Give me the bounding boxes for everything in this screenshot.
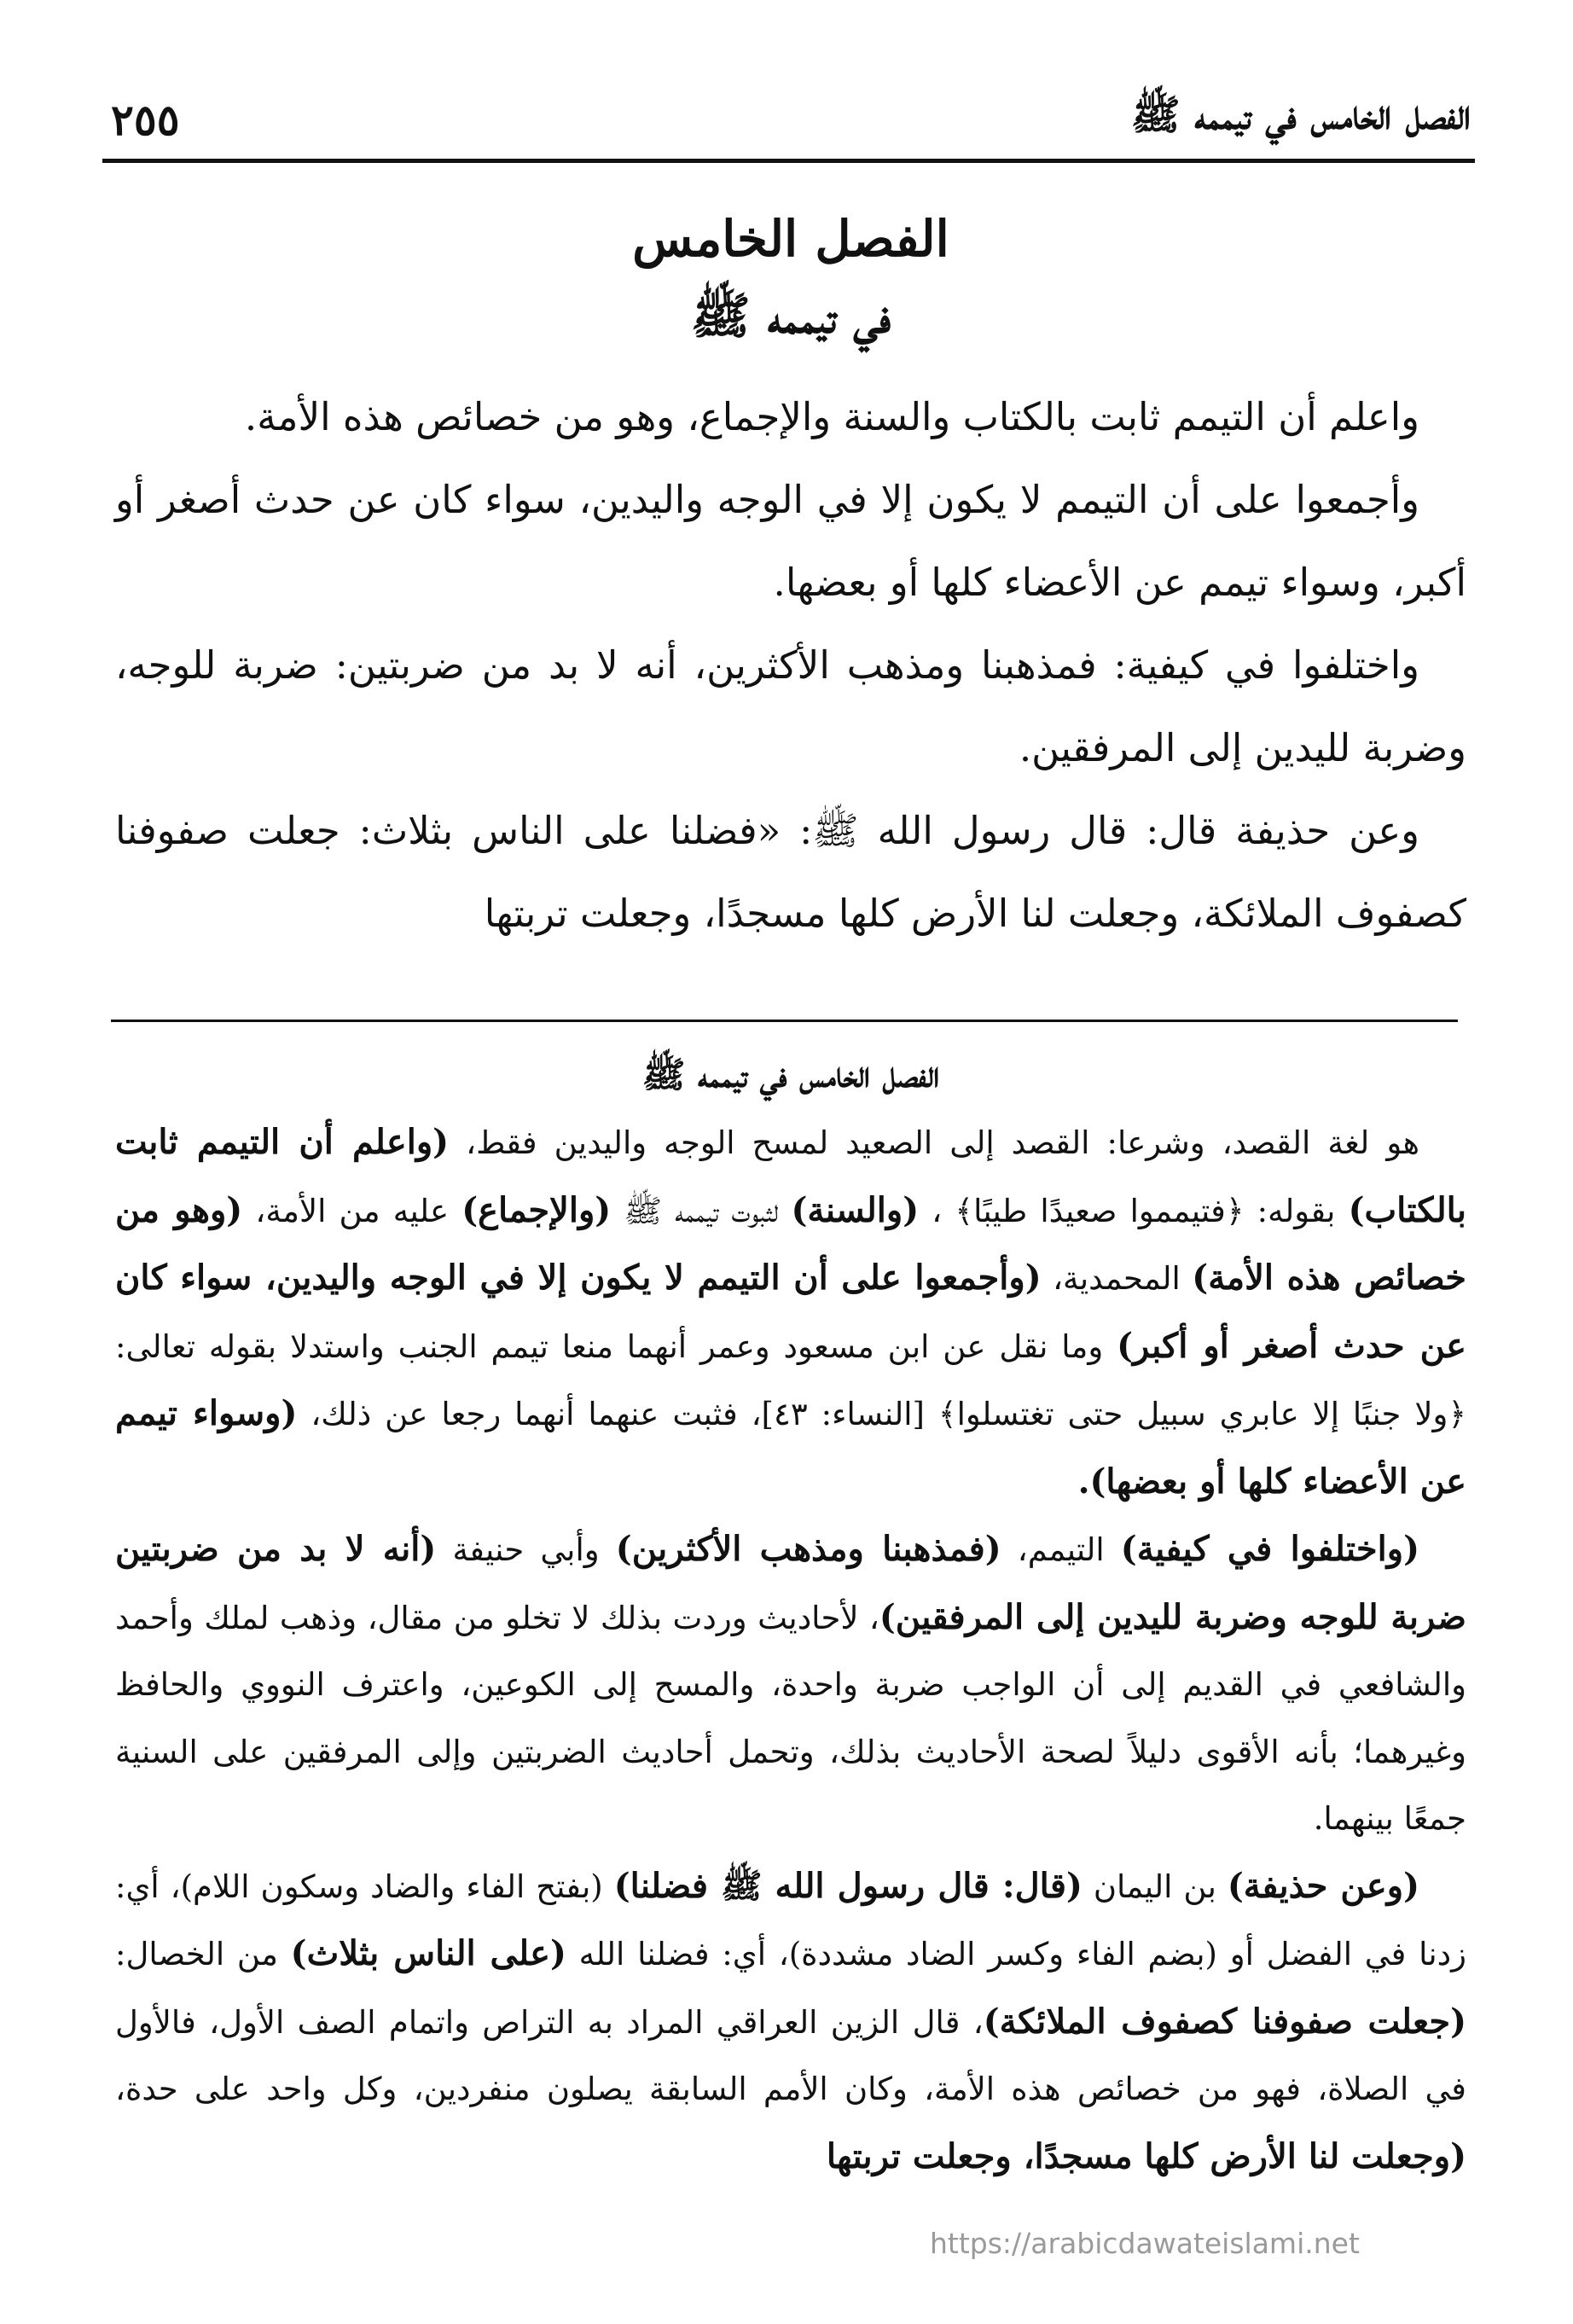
commentary-text: بن اليمان <box>1082 1868 1228 1905</box>
quoted-main-text: (أنه لا بد من ضربتين ضربة للوجه وضربة لليدين إلى المرفقين) <box>115 1529 1467 1637</box>
running-header <box>111 81 1471 158</box>
main-paragraph: وأجمعوا على أن التيمم لا يكون إلا في الوجه واليدين، سواء كان عن حدث أصغر أو أكبر، وسواء تيمم عن الأعضاء كلها أو بعضها. <box>115 477 1466 605</box>
quoted-main-text: (وجعلت لنا الأرض كلها مسجدًا، وجعلت تربتها <box>826 2135 1466 2176</box>
commentary-text: (بفتح الفاء والضاد وسكون اللام)، أي: زدنا في الفضل أو (بضم الفاء وكسر الضاد مشددة)، أي: فضلنا الله <box>115 1868 1466 1972</box>
page-number: ٢٥٥ <box>111 94 180 145</box>
commentary-text: وما نقل عن ابن مسعود وعمر أنهما منعا تيمم الجنب واستدلا بقوله تعالى: ﴿ولا جنبًا إلا عابري سبيل حتى تغتسلوا﴾ [النساء: ٤٣]، فثبت عنهما أنهما رجعا عن ذلك، <box>115 1328 1466 1432</box>
quoted-main-text: (وعن حذيفة) <box>1227 1865 1419 1906</box>
commentary-heading: الفصل الخامس في تيممه ﷺ <box>641 1054 940 1095</box>
commentary-paragraph <box>115 1109 1466 1516</box>
running-title: الفصل الخامس في تيممه ﷺ <box>1130 90 1471 139</box>
quoted-main-text: (وسواء تيمم عن الأعضاء كلها أو بعضها). <box>115 1393 1466 1502</box>
commentary-text: وأبي حنيفة <box>436 1531 616 1568</box>
quoted-main-text: (جعلت صفوفنا كصفوف الملائكة) <box>983 2001 1466 2042</box>
commentary-text: عليه من الأمة، <box>242 1192 462 1229</box>
chapter-heading <box>111 200 1471 354</box>
commentary-divider <box>111 1020 1458 1022</box>
commentary-text: التيمم، <box>1001 1531 1121 1568</box>
chapter-title: الفصل الخامس <box>632 210 949 268</box>
quoted-main-text: (واعلم أن التيمم ثابت بالكتاب) <box>115 1122 1466 1230</box>
quoted-main-text: (فمذهبنا ومذهب الأكثرين) <box>615 1529 1001 1569</box>
commentary-text: بقوله: ﴿فتيمموا صعيدًا طيبًا﴾ ، <box>919 1192 1349 1229</box>
commentary-text: من الخصال: <box>115 1936 291 1972</box>
commentary-text: المحمدية، <box>1041 1260 1193 1297</box>
quoted-main-text: (والإجماع) <box>461 1189 612 1230</box>
chapter-subtitle: في تيممه ﷺ <box>690 287 891 345</box>
header-divider <box>102 159 1475 163</box>
quoted-main-text: (وأجمعوا على أن التيمم لا يكون إلا في الوجه واليدين، سواء كان عن حدث أصغر أو أكبر) <box>115 1258 1466 1366</box>
commentary-text: ، قال الزين العراقي المراد به التراص واتمام الصف الأول، فالأول في الصلاة، فهو من خصائص هذه الأمة، وكان الأمم السابقة يصلون منفردين، وكل واحد على حدة، <box>115 2003 1466 2107</box>
commentary-text: لثبوت تيممه ﷺ <box>611 1192 792 1229</box>
main-text <box>115 375 1466 955</box>
commentary-text: هو لغة القصد، وشرعا: القصد إلى الصعيد لمسح الوجه واليدين فقط، <box>449 1124 1419 1161</box>
quoted-main-text: (والسنة) <box>791 1189 920 1230</box>
main-paragraph: وعن حذيفة قال: قال رسول الله ﷺ: «فضلنا على الناس بثلاث: جعلت صفوفنا كصفوف الملائكة، وجعلت لنا الأرض كلها مسجدًا، وجعلت تربتها <box>115 808 1466 936</box>
main-paragraph: واختلفوا في كيفية: فمذهبنا ومذهب الأكثرين، أنه لا بد من ضربتين: ضربة للوجه، وضربة لليدين إلى المرفقين. <box>115 642 1466 770</box>
main-paragraph: واعلم أن التيمم ثابت بالكتاب والسنة والإجماع، وهو من خصائص هذه الأمة. <box>244 394 1419 439</box>
quoted-main-text: (على الناس بثلاث) <box>290 1933 566 1973</box>
quoted-main-text: (قال: قال رسول الله ﷺ فضلنا) <box>613 1865 1083 1906</box>
commentary-text: ، لأحاديث وردت بذلك لا تخلو من مقال، وذهب لملك وأحمد والشافعي في القديم إلى أن الواجب ضربة واحدة، والمسح إلى الكوعين، واعترف النووي والحافظ وغيرهما؛ بأنه الأقوى دليلاً لصحة الأحاديث بذلك، وتحمل أحاديث الضربتين وإلى المرفقين على السنية جمعًا بينهما. <box>115 1599 1466 1837</box>
quoted-main-text: (وهو من خصائص هذه الأمة) <box>115 1189 1466 1298</box>
commentary <box>115 1041 1466 2191</box>
quoted-main-text: (واختلفوا في كيفية) <box>1120 1529 1419 1569</box>
commentary-paragraph <box>115 1853 1466 2192</box>
commentary-paragraph <box>115 1516 1466 1853</box>
watermark-url: https://arabicdawateislami.net <box>930 2227 1360 2260</box>
